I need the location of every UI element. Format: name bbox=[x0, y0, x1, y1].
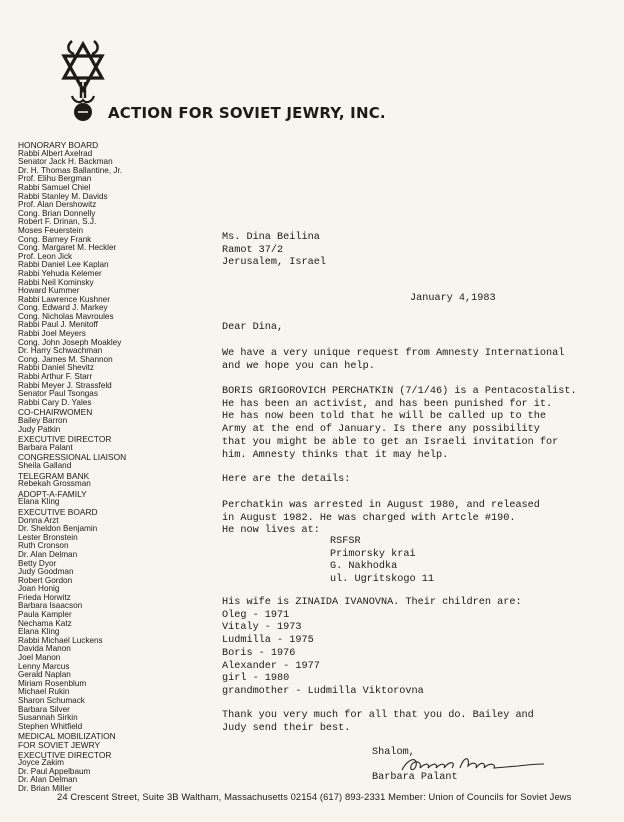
text-line: Rabbi Joel Meyers bbox=[18, 329, 86, 339]
text-line: Cong. Edward J. Markey bbox=[18, 303, 108, 313]
organization-name: ACTION FOR SOVIET JEWRY, INC. bbox=[108, 104, 386, 122]
text-line: He has now been told that he will be called up to the bbox=[222, 411, 547, 423]
text-line: He now lives at: bbox=[222, 525, 320, 537]
telegram-bank-section bbox=[18, 472, 198, 489]
text-line: grandmother - Ludmilla Viktorovna bbox=[222, 685, 424, 697]
section-heading: TELEGRAM BANK bbox=[18, 470, 90, 481]
text-line: Betty Dyor bbox=[18, 558, 57, 568]
text-line: Joel Manon bbox=[18, 653, 61, 663]
text-line: Here are the details: bbox=[222, 474, 351, 485]
text-line: Sheila Galland bbox=[18, 460, 72, 470]
medical-mobilization-section bbox=[18, 732, 198, 749]
congressional-liaison-section bbox=[18, 453, 198, 470]
text-line: Rabbi Michael Luckens bbox=[18, 635, 103, 645]
text-line: Rabbi Stanley M. Davids bbox=[18, 191, 108, 201]
section-heading: ADOPT-A-FAMILY bbox=[18, 488, 87, 499]
cochairwomen-section bbox=[18, 408, 198, 434]
text-line: and we hope you can help. bbox=[222, 360, 375, 372]
text-line: Lenny Marcus bbox=[18, 661, 70, 671]
text-line: Barbara Silver bbox=[18, 704, 70, 714]
text-line: Primorsky krai bbox=[330, 548, 416, 560]
text-line: Army at the end of January. Is there any possibility bbox=[222, 424, 540, 436]
text-line: ul. Ugritskogo 11 bbox=[330, 574, 434, 586]
text-line: Rabbi Samuel Chiel bbox=[18, 182, 91, 192]
text-line: We have a very unique request from Amnesty International bbox=[222, 348, 565, 359]
executive-director-section bbox=[18, 435, 198, 452]
paragraph-perchatkin bbox=[222, 386, 577, 462]
paragraph-request bbox=[222, 348, 564, 373]
text-line: Ms. Dina Beilina bbox=[222, 232, 320, 243]
text-line: Stephen Whitfield bbox=[18, 721, 83, 731]
text-line: Rabbi Lawrence Kushner bbox=[18, 294, 110, 304]
text-line: Michael Rukin bbox=[18, 687, 70, 697]
text-line: Rabbi Neil Kominsky bbox=[18, 277, 94, 287]
text-line: Barbara Palant bbox=[18, 442, 73, 452]
text-line: Prof. Alan Dershowitz bbox=[18, 200, 97, 210]
text-line: Jerusalem, Israel bbox=[222, 257, 326, 269]
residence-address bbox=[330, 536, 434, 587]
honorary-board-section bbox=[18, 141, 198, 407]
salutation: Dear Dina, bbox=[222, 322, 284, 333]
text-line: Ruth Cronson bbox=[18, 541, 69, 551]
text-line: Barbara Isaacson bbox=[18, 601, 83, 611]
text-line: Dr. Alan Delman bbox=[18, 775, 78, 785]
text-line: BORIS GRIGOROVICH PERCHATKIN (7/1/46) is a Pentacostalist. bbox=[222, 386, 577, 397]
recipient-address bbox=[222, 232, 326, 270]
text-line: Ludmilla - 1975 bbox=[222, 635, 314, 647]
star-of-david-logo-icon bbox=[58, 38, 108, 123]
text-line: Thank you very much for all that you do. Bailey and bbox=[222, 710, 534, 721]
executive-board-section bbox=[18, 508, 198, 731]
text-line: that you might be able to get an Israeli invitation for bbox=[222, 436, 559, 448]
signer-name: Barbara Palant bbox=[372, 771, 458, 783]
text-line: Rabbi Arthur F. Starr bbox=[18, 372, 93, 382]
text-line: Howard Kummer bbox=[18, 286, 80, 296]
text-line: Rabbi Meyer J. Strassfeld bbox=[18, 380, 112, 390]
section-heading: EXECUTIVE BOARD bbox=[18, 506, 98, 517]
text-line: Prof. Elihu Bergman bbox=[18, 174, 92, 184]
text-line: Rabbi Daniel Shevitz bbox=[18, 363, 95, 373]
text-line: Joyce Zakim bbox=[18, 758, 64, 768]
text-line: Elana Kling bbox=[18, 627, 60, 637]
text-line: Dr. Harry Schwachman bbox=[18, 346, 103, 356]
text-line: Oleg - 1971 bbox=[222, 609, 290, 621]
text-line: G. Nakhodka bbox=[330, 561, 398, 573]
text-line: Dr. Paul Appelbaum bbox=[18, 766, 91, 776]
text-line: Judy Patkin bbox=[18, 424, 61, 434]
text-line: Alexander - 1977 bbox=[222, 660, 320, 672]
section-heading: EXECUTIVE DIRECTOR bbox=[18, 749, 112, 760]
text-line: Cong. Barney Frank bbox=[18, 234, 92, 244]
text-line: Miriam Rosenblum bbox=[18, 678, 87, 688]
text-line: Sharon Schumack bbox=[18, 696, 85, 705]
text-line: His wife is ZINAIDA IVANOVNA. Their children are: bbox=[222, 597, 522, 608]
text-line: He has been an activist, and has been punished for it. bbox=[222, 398, 553, 410]
paragraph-details-intro bbox=[222, 474, 350, 487]
text-line: Cong. John Joseph Moakley bbox=[18, 337, 122, 347]
paragraph-arrest bbox=[222, 500, 540, 538]
section-heading: CO-CHAIRWOMEN bbox=[18, 407, 93, 418]
section-heading: CONGRESSIONAL LIAISON bbox=[18, 452, 127, 463]
text-line: Judy send their best. bbox=[222, 722, 351, 734]
text-line: Bailey Barron bbox=[18, 416, 68, 425]
text-line: Robert Gordon bbox=[18, 575, 73, 585]
family-list bbox=[222, 597, 522, 699]
text-line: Susannah Sirkin bbox=[18, 713, 78, 723]
text-line: Boris - 1976 bbox=[222, 647, 296, 659]
medical-executive-director-section bbox=[18, 751, 198, 794]
text-line: Cong. Brian Donnelly bbox=[18, 208, 96, 218]
text-line: Dr. Brian Miller bbox=[18, 783, 72, 793]
text-line: RSFSR bbox=[330, 536, 361, 547]
text-line: girl - 1980 bbox=[222, 673, 290, 685]
text-line: Robert F. Drinan, S.J. bbox=[18, 217, 97, 227]
text-line: Lester Bronstein bbox=[18, 532, 78, 542]
text-line: Dr. H. Thomas Ballantine, Jr. bbox=[18, 165, 123, 175]
text-line: Paula Kampler bbox=[18, 610, 72, 620]
text-line: Vitaly - 1973 bbox=[222, 622, 302, 634]
board-listing bbox=[18, 141, 198, 795]
text-line: Senator Paul Tsongas bbox=[18, 389, 98, 399]
text-line: Nechama Katz bbox=[18, 618, 72, 628]
text-line: Rebekah Grossman bbox=[18, 479, 91, 489]
text-line: Prof. Leon Jick bbox=[18, 251, 73, 261]
text-line: Rabbi Paul J. Menitoff bbox=[18, 320, 98, 330]
text-line: Rabbi Daniel Lee Kaplan bbox=[18, 260, 109, 270]
section-heading: MEDICAL MOBILIZATION bbox=[18, 731, 116, 742]
text-line: Cong. James M. Shannon bbox=[18, 354, 113, 364]
closing-word: Shalom, bbox=[372, 747, 415, 758]
adopt-a-family-section bbox=[18, 490, 198, 507]
text-line: in August 1982. He was charged with Artcle #190. bbox=[222, 512, 516, 524]
text-line: Frieda Horwitz bbox=[18, 592, 71, 602]
text-line: Dr. Alan Delman bbox=[18, 549, 78, 559]
text-line: Cong. Margaret M. Heckler bbox=[18, 243, 117, 253]
text-line: Perchatkin was arrested in August 1980, and released bbox=[222, 500, 540, 511]
text-line: Rabbi Albert Axelrad bbox=[18, 148, 93, 158]
text-line: Rabbi Yehuda Kelemer bbox=[18, 268, 102, 278]
text-line: Davida Manon bbox=[18, 644, 71, 654]
text-line: Senator Jack H. Backman bbox=[18, 157, 113, 167]
text-line: Donna Arzt bbox=[18, 515, 59, 525]
text-line: Gerald Naplan bbox=[18, 670, 71, 680]
text-line: Ramot 37/2 bbox=[222, 244, 284, 256]
text-line: him. Amnesty thinks that it may help. bbox=[222, 449, 449, 461]
text-line: Cong. Nicholas Mavroules bbox=[18, 311, 114, 321]
handwritten-signature bbox=[398, 752, 548, 776]
text-line: Moses Feuerstein bbox=[18, 225, 84, 235]
section-heading: FOR SOVIET JEWRY bbox=[18, 739, 101, 750]
text-line: Rabbi Cary D. Yales bbox=[18, 397, 92, 407]
section-heading: EXECUTIVE DIRECTOR bbox=[18, 434, 112, 445]
paragraph-thanks bbox=[222, 710, 534, 735]
text-line: Dr. Sheldon Benjamin bbox=[18, 524, 98, 534]
letterhead-footer: 24 Crescent Street, Suite 3B Waltham, Massachusetts 02154 (617) 893-2331 Member: Union of Councils for Soviet Jews bbox=[57, 791, 572, 802]
section-heading: HONORARY BOARD bbox=[18, 140, 99, 150]
text-line: Judy Goodman bbox=[18, 567, 74, 577]
text-line: Joan Honig bbox=[18, 584, 60, 594]
text-line: Elana Kling bbox=[18, 497, 60, 507]
letter-date: January 4,1983 bbox=[410, 293, 496, 304]
